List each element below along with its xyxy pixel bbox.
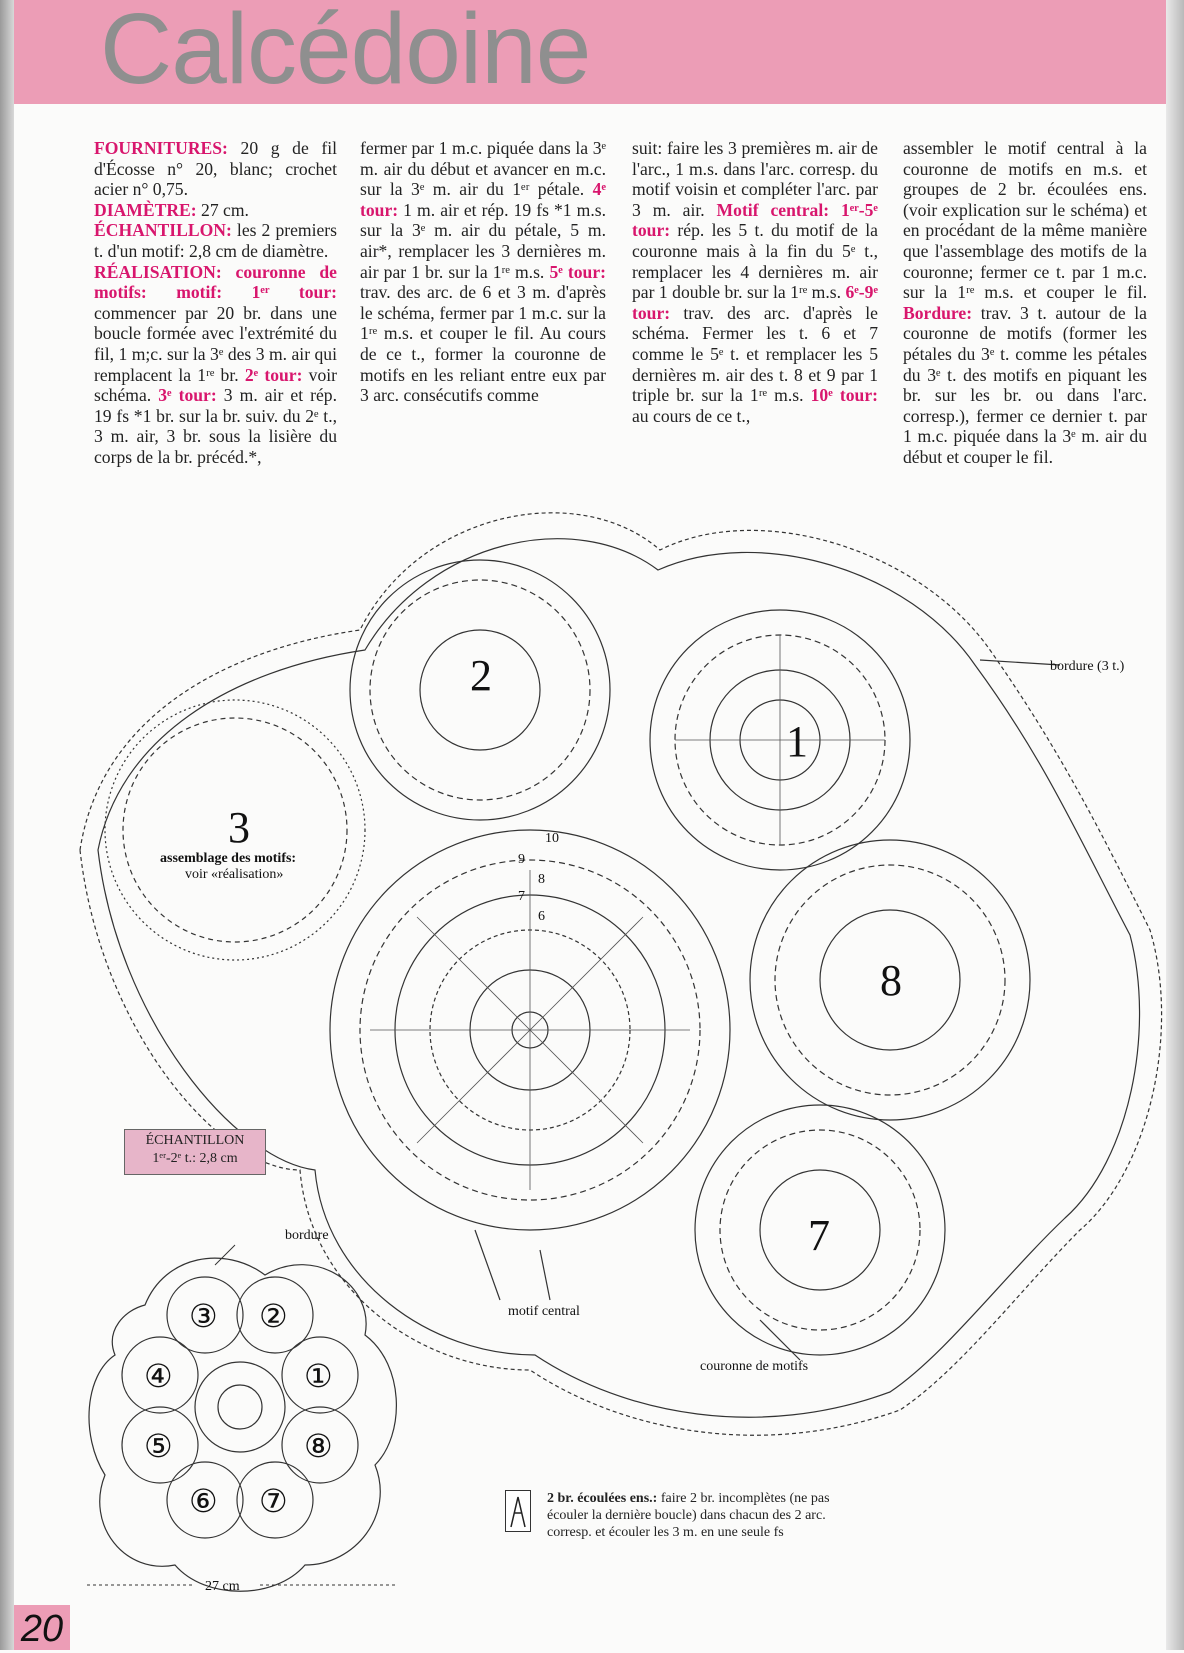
assembly-schema [85,1228,405,1605]
text: voir schéma. [94,364,337,406]
keyword-diametre: DIAMÈTRE: [94,199,197,220]
text: trav. 3 t. autour de la couronne de motifs (former les pétales du 3ᵉ t. comme les pétales du 3ᵉ t. des motifs en piquant les br. sur les br. ou dans l'arc. corresp.), fermer ce dernier t. par 1 m.c. piquée dans la 3ᵉ m. air du début et couper le fil. [903,302,1147,467]
round-label-9: 9 [518,852,525,867]
keyword-bordure: Bordure: [903,302,973,323]
schema-motif-7: ⑦ [259,1483,288,1519]
motif-3-number: 3 [228,803,250,852]
keyword-tour-5: 5ᵉ tour: [549,261,607,282]
schema-motif-1: ① [304,1358,333,1394]
round-label-8: 8 [538,872,545,887]
page-title: Calcédoine [100,0,591,105]
text: 20 g de fil d'Écosse n° 20, blanc; crochet acier n° 0,75. [94,138,337,200]
bordure-label: bordure (3 t.) [1050,659,1125,674]
echantillon-value: 1ᵉʳ-2ᵉ t.: 2,8 cm [152,1151,238,1166]
text: au cours de ce t., [632,405,751,426]
text: 1 m. air et rép. 19 fs *1 m.s. sur la 3ᵉ m. air du pétale, 5 m. air*, remplacer les 3 dernières m. air par 1 br. sur la 1ʳᵉ m.s. [360,199,606,282]
text: 27 cm. [196,199,249,220]
motif-7-number: 7 [808,1211,830,1260]
text: trav. des arc. d'après le schéma. Fermer les t. 6 et 7 comme le 5ᵉ t. et remplacer les 5 dernières m. air des t. 8 et 9 par 1 triple br. sur la 1ʳᵉ m.s. [632,302,878,406]
motif-2-number: 2 [470,651,492,700]
echantillon-box [124,1129,266,1175]
keyword-echantillon: ÉCHANTILLON: [94,220,232,241]
motif-8-number: 8 [880,956,902,1005]
legend-text [547,1490,857,1541]
text: assembler le motif central à la couronne de motifs en m.s. et groupes de 2 br. écoulées ens. (voir explication sur le schéma) et en procédant de la même manière que l'assemblage des motifs de la couronne; fermer ce t. par 1 m.c. sur la 1ʳᵉ m.s. et couper le fil. [903,138,1147,303]
keyword-tour-3: 3ᵉ tour: [158,385,217,406]
schema-motif-8: ⑧ [304,1428,333,1464]
keyword-tour-2: 2ᵉ tour: [244,364,303,385]
text-column-3 [632,138,878,426]
text: rép. les 5 t. du motif de la couronne mais à la fin du 5ᵉ t., remplacer les 4 dernières m. air par 1 double br. sur la 1ʳᵉ m.s. [632,220,878,303]
keyword-fournitures: FOURNITURES: [94,138,228,158]
legend [505,1490,975,1580]
keyword-tour-4: 4ᵉ tour: [360,179,606,220]
assemblage-title: assemblage des motifs: [160,851,297,866]
round-label-10: 10 [545,831,559,846]
motif-1-number: 1 [786,717,808,766]
text: commencer par 20 br. dans une boucle formée avec l'extrémité du fil, 1 m;c. sur la 3ᵉ des 3 m. air qui remplacent la 1ʳᵉ br. [94,302,337,385]
keyword-tour-10: 10ᵉ tour: [810,385,879,406]
keyword-realisation: RÉALISATION: couronne de motifs: motif: 1ᵉʳ tour: [94,261,337,303]
legend-term: 2 br. écoulées ens.: [547,1491,658,1506]
text: suit: faire les 3 premières m. air de l'arc., 1 m.s. dans l'arc. corresp. du motif voisin et compléter l'arc. par 3 m. air. [632,138,878,220]
echantillon-title: ÉCHANTILLON [145,1133,245,1148]
text-column-1 [94,138,337,468]
motif-central-label: motif central [508,1304,580,1319]
text-column-2 [360,138,606,406]
round-label-6: 6 [538,909,545,924]
schema-width-label: 27 cm [205,1579,240,1594]
schema-bordure-label: bordure [285,1228,329,1243]
book-spine-shadow [0,0,14,1650]
assemblage-subtitle: voir «réalisation» [185,867,284,882]
text-column-4 [903,138,1147,468]
schema-motif-3: ③ [189,1298,218,1334]
schema-motif-5: ⑤ [144,1428,173,1464]
couronne-label: couronne de motifs [700,1359,809,1374]
schema-motif-6: ⑥ [189,1483,218,1519]
text: trav. des arc. de 6 et 3 m. d'après le schéma, fermer par 1 m.c. sur la 1ʳᵉ m.s. et couper le fil. Au cours de ce t., former la couronne de motifs en les reliant entre eux par 3 arc. consécutifs comme [360,282,606,406]
text: 3 m. air et rép. 19 fs *1 br. sur la br. suiv. du 2ᵉ t., 3 m. air, 3 br. sous la lisière du corps de la br. précéd.*, [94,385,337,467]
text: fermer par 1 m.c. piquée dans la 3ᵉ m. air du début et avancer en m.c. sur la 3ᵉ m. air du 1ᵉʳ pétale. [360,138,606,200]
round-label-7: 7 [518,889,525,904]
legend-description: faire 2 br. incomplètes (ne pas écouler la dernière boucle) dans chacun des 2 arc. corresp. et écouler les 3 m. en une seule fs [547,1491,830,1540]
decrease-symbol-icon [505,1490,531,1532]
schema-motif-2: ② [259,1298,288,1334]
text: les 2 premiers t. d'un motif: 2,8 cm de diamètre. [94,220,337,261]
keyword-motif-central: Motif central: 1ᵉʳ-5ᵉ tour: [632,199,878,241]
page-number: 20 [14,1605,70,1650]
keyword-tour-6-9: 6ᵉ-9ᵉ tour: [632,282,878,323]
schema-motif-4: ④ [144,1358,173,1394]
